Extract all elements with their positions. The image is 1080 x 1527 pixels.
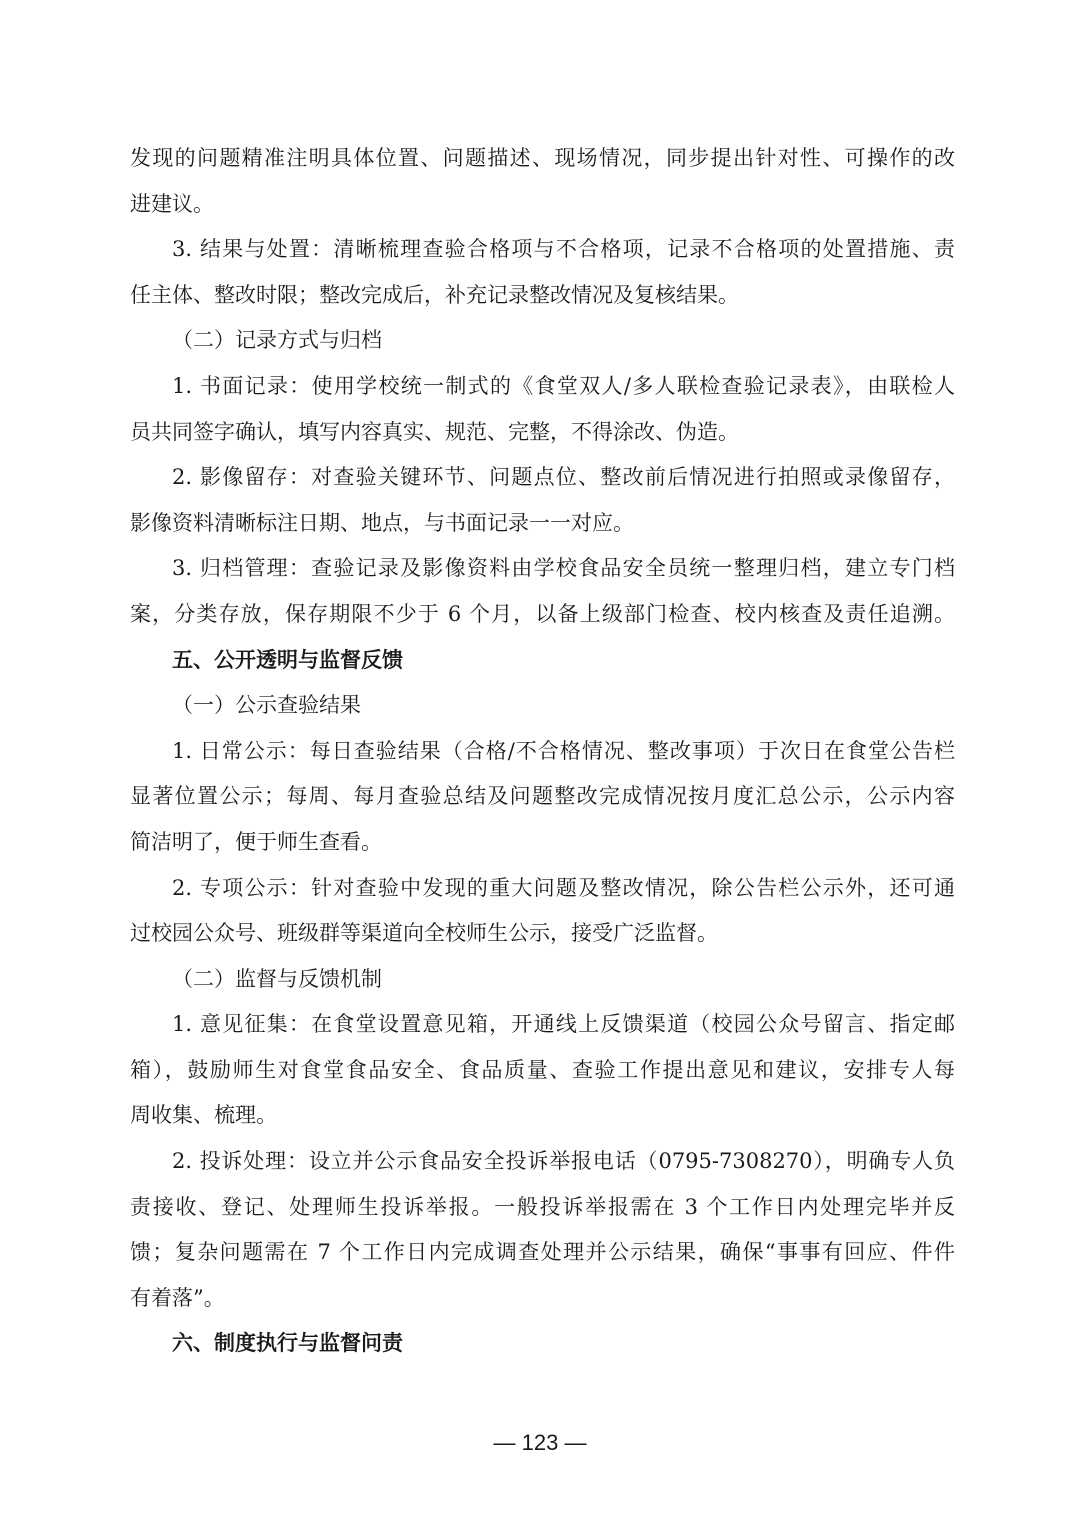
paragraph-line: 箱），鼓励师生对食堂食品安全、食品质量、查验工作提出意见和建议，安排专人每 [130, 1057, 955, 1082]
subsection-heading: （一）公示查验结果 [172, 693, 361, 718]
paragraph-line: 简洁明了，便于师生查看。 [130, 829, 382, 854]
paragraph-line: 员共同签字确认，填写内容真实、规范、完整，不得涂改、伪造。 [130, 419, 739, 444]
paragraph-line: 2. 专项公示：针对查验中发现的重大问题及整改情况，除公告栏公示外，还可通 [172, 875, 955, 900]
paragraph-line: 有着落”。 [130, 1285, 225, 1310]
paragraph-line: 过校园公众号、班级群等渠道向全校师生公示，接受广泛监督。 [130, 921, 718, 946]
paragraph-line: 1. 意见征集：在食堂设置意见箱，开通线上反馈渠道（校园公众号留言、指定邮 [172, 1012, 955, 1037]
paragraph-line: 周收集、梳理。 [130, 1103, 277, 1128]
paragraph-line: 1. 日常公示：每日查验结果（合格/不合格情况、整改事项）于次日在食堂公告栏 [172, 738, 955, 763]
paragraph-line: 显著位置公示；每周、每月查验总结及问题整改完成情况按月度汇总公示，公示内容 [130, 784, 955, 809]
paragraph-line: 2. 影像留存：对查验关键环节、问题点位、整改前后情况进行拍照或录像留存， [172, 465, 955, 490]
paragraph-line: 责接收、登记、处理师生投诉举报。一般投诉举报需在 3 个工作日内处理完毕并反 [130, 1194, 955, 1219]
paragraph-line: 馈；复杂问题需在 7 个工作日内完成调查处理并公示结果，确保“事事有回应、件件 [130, 1240, 955, 1265]
paragraph-line: 影像资料清晰标注日期、地点，与书面记录一一对应。 [130, 510, 634, 535]
paragraph-line: 1. 书面记录：使用学校统一制式的《食堂双人/多人联检查验记录表》，由联检人 [172, 373, 955, 398]
paragraph-line: 2. 投诉处理：设立并公示食品安全投诉举报电话（0795-7308270），明确专人负 [172, 1149, 955, 1174]
subsection-heading: （二）记录方式与归档 [172, 328, 382, 353]
page-number: — 123 — [493, 1430, 587, 1455]
paragraph-line: 发现的问题精准注明具体位置、问题描述、现场情况，同步提出针对性、可操作的改 [130, 146, 955, 170]
paragraph-line: 进建议。 [130, 191, 214, 216]
subsection-heading: （二）监督与反馈机制 [172, 966, 382, 991]
body-text [130, 136, 955, 1367]
section-heading: 六、制度执行与监督问责 [172, 1331, 403, 1356]
section-heading: 五、公开透明与监督反馈 [172, 647, 403, 672]
paragraph-line: 3. 归档管理：查验记录及影像资料由学校食品安全员统一整理归档，建立专门档 [172, 556, 955, 581]
paragraph-line: 任主体、整改时限；整改完成后，补充记录整改情况及复核结果。 [130, 282, 739, 307]
paragraph-line: 3. 结果与处置：清晰梳理查验合格项与不合格项，记录不合格项的处置措施、责 [172, 237, 955, 262]
paragraph-line: 案，分类存放，保存期限不少于 6 个月，以备上级部门检查、校内核查及责任追溯。 [130, 601, 955, 626]
